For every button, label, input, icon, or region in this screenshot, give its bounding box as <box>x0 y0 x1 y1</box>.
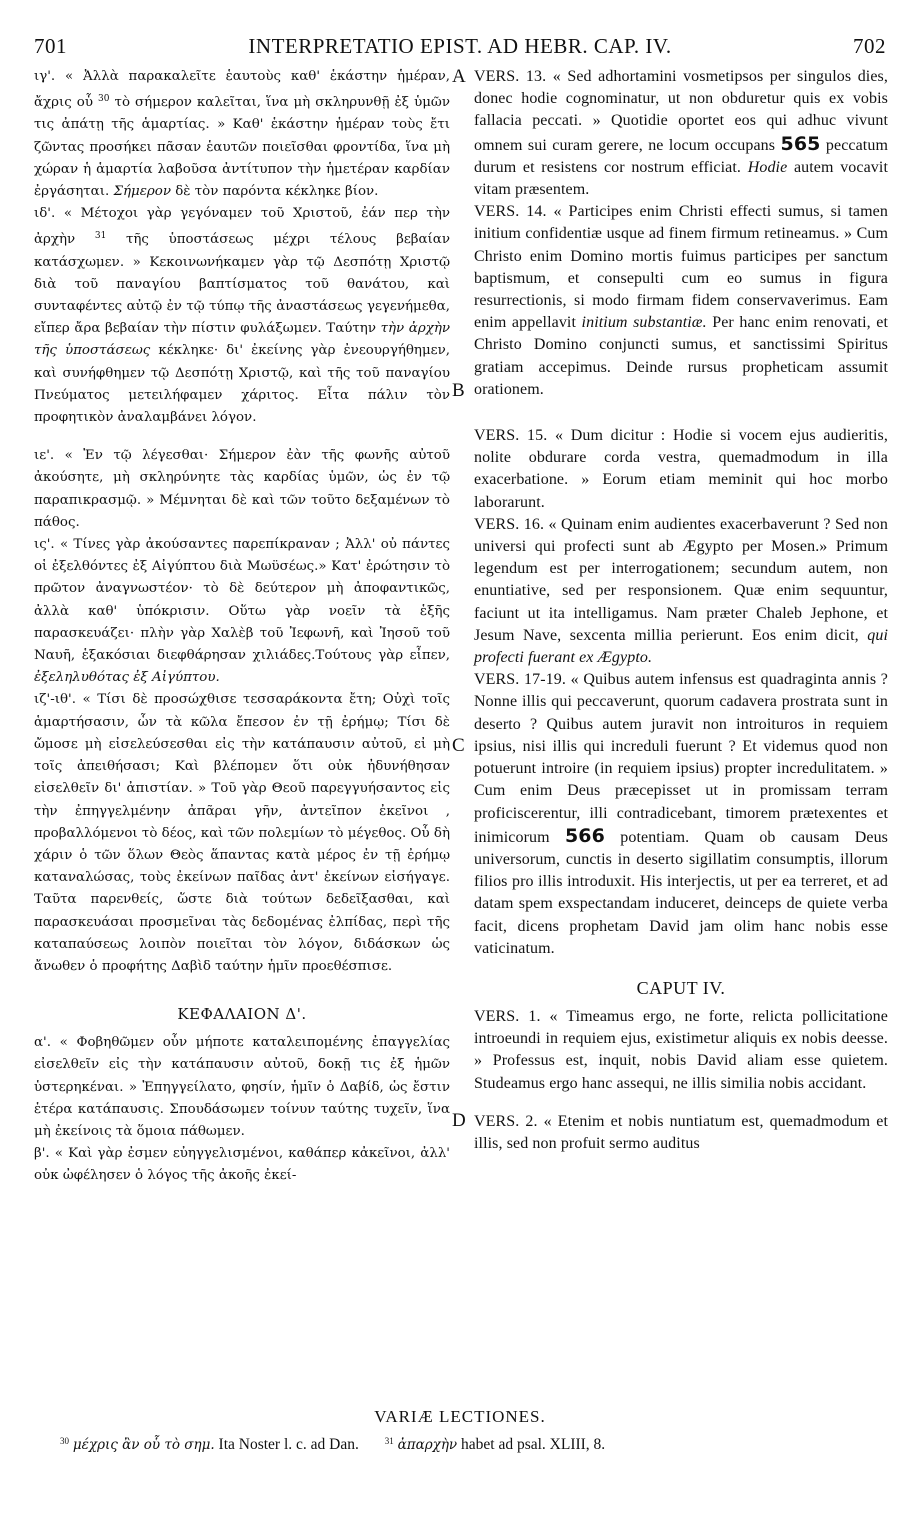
greek-italic: τὴν ἀρχὴν τῆς ὑποστάσεως <box>34 321 450 359</box>
footnote-greek: μέχρις ἂν οὗ τὸ σημ. <box>72 1437 215 1453</box>
latin-text: Per hanc enim renovati, et Christo Domino conjuncti sumus, et sanctissimi Spiritus gratiam accepimus. Deinde rursus propheticam assumit orationem. <box>474 314 888 398</box>
latin-text: « Quinam enim audientes exacerbaverunt ? Sed non universi qui profecti sunt ab Ægypto per Mosen.» Primum legendum est per interrogationem; secundum autem, non enuntiative, sed per responsionem. Quæ enim sequuntur, faciunt ut ita intelligamus. Nam præter Chaleb Jephone, et Jesum Nave, sexcenta millia perierunt. Eos enim dicit, <box>474 515 888 644</box>
latin-text: peccatum durum et resistens cor nostrum efficiat. <box>474 136 888 176</box>
greek-text: β'. « Καὶ γὰρ ἐσμεν εὐηγγελισμένοι, καθάπερ κἀκεῖνοι, ἀλλ' οὐκ ὠφέλησεν ὁ λόγος τῆς ἀκοῆς ἐκεί- <box>34 1146 450 1184</box>
margin-letter-d: D <box>452 1110 466 1131</box>
footnote-text: habet ad psal. XLIII, 8. <box>461 1436 606 1453</box>
greek-ch4-verse-2 <box>34 1143 450 1187</box>
greek-text: α'. « Φοβηθῶμεν οὖν μήποτε καταλειπομένης ἐπαγγελίας εἰσελθεῖν εἰς τὴν κατάπαυσιν αὐτοῦ, δοκῇ τις ἐξ ἡμῶν ὑστερηκέναι. » Ἐπηγγείλατο, φησίν, ἡμῖν ὁ Δαβίδ, ὡς ἔστιν ἑτέρα κατάπαυσις. Σπουδάσωμεν τοίνυν ταύτης τυχεῖν, ἵνα μὴ ἐκείνοις τὰ ὅμοια πάθωμεν. <box>34 1035 450 1139</box>
verse-label: VERS. 14. <box>474 203 547 221</box>
running-header <box>34 34 886 60</box>
greek-verse-15 <box>34 445 450 534</box>
verse-label: VERS. 2. <box>474 1112 538 1130</box>
greek-verse-13 <box>34 66 450 203</box>
greek-text: ις'. « Τίνες γὰρ ἀκούσαντες παρεπίκραναν ; Ἀλλ' οὐ πάντες οἱ ἐξελθόντες ἐξ Αἰγύπτου διὰ Μωϋσέως.» Κατ' ἐρώτησιν τὸ πρῶτον ἀναγνωστέον· τὸ δὲ δεύτερον μὴ ἀποφαντικῶς, ἀλλὰ καθ' ὑπόκρισιν. Οὕτω γὰρ νοεῖν τὰ ἑξῆς παρασκευάζει· πλὴν γὰρ Χαλὲβ τοῦ Ἰεφωνῆ, καὶ Ἰησοῦ τοῦ Ναυῆ, ἑξακόσιαι διεφθάρησαν χιλιάδες.Τούτους γὰρ εἶπεν, <box>34 537 450 664</box>
latin-ch4-verse-2 <box>474 1111 888 1155</box>
greek-italic: Σήμερον <box>113 184 171 200</box>
verse-label: VERS. 1. <box>474 1007 541 1025</box>
latin-column <box>474 66 888 1155</box>
latin-text: « Dum dicitur : Hodie si vocem ejus audieritis, nolite obdurare corda vestra, quemadmodum in illa exacerbatione. » Eorum etiam meminit qui hoc morbo laborarunt. <box>474 427 888 511</box>
greek-text: τὸ σήμερον καλεῖται, ἵνα μὴ σκληρυνθῇ ἐξ ὑμῶν τις ἀπάτῃ τῆς ἁμαρτίας. » Καθ' ἑκάστην ἡμέραν τοὺς ἔτι ζῶντας προσήκει πᾶσαν ἑαυτῶν ποιεῖσθαι φροντίδα, ἵνα μὴ χώραν ἡ ἁμαρτία λαβοῦσα ἀντίτυπον τὴν ἡμετέραν καρδίαν ἐργάσηται. <box>34 95 450 200</box>
greek-text: ιε'. « Ἐν τῷ λέγεσθαι· Σήμερον ἐὰν τῆς φωνῆς αὐτοῦ ἀκούσητε, μὴ σκληρύνητε τὰς καρδίας ὑμῶν, ὡς ἐν τῷ παραπικρασμῷ. » Μέμνηται δὲ καὶ τῶν τοῦτο δεξαμένων τὸ πάθος. <box>34 448 450 530</box>
footnote-ref: 30 <box>98 94 110 105</box>
footnote-text: Ita Noster l. c. ad Dan. <box>218 1436 359 1453</box>
latin-text: « Sed adhortamini vosmetipsos per singulos dies, donec hodie cognominatur, ut non obduretur quis ex vobis fallacia peccati. » Quotidie oportet eos qui adhuc vivunt omnem sui curam gerere, ne locum occupans <box>474 68 888 154</box>
greek-text: ιδ'. « Μέτοχοι γὰρ γεγόναμεν τοῦ Χριστοῦ, ἐάν περ τὴν ἀρχὴν <box>34 206 450 248</box>
latin-verse-16 <box>474 514 888 669</box>
variae-lectiones-heading: VARIÆ LECTIONES. <box>374 1407 546 1426</box>
greek-verse-17-19 <box>34 689 450 978</box>
latin-text: autem vocavit vitam præsentem. <box>474 158 888 199</box>
latin-italic: initium substantiæ. <box>581 314 707 332</box>
latin-italic: qui profecti fuerant ex Ægypto. <box>474 626 888 667</box>
page-number-right: 702 <box>853 34 886 58</box>
latin-verse-15 <box>474 425 888 514</box>
greek-italic: ἐξεληλυθότας ἐξ Αἰγύπτου. <box>34 670 220 686</box>
latin-verse-14 <box>474 201 888 401</box>
latin-text: « Quibus autem infensus est quadraginta annis ? Nonne illis qui peccaverunt, quorum cadavera prostrata sunt in deserto ? Quibus autem juravit non introituros in requiem ipsius, nisi illis qui increduli fuerunt ? Et videmus quod non potuerunt introire (in requiem ipsius) propter incredulitatem. » Cum enim Deus præcepisset ut in promissam terram proficiscerentur, illi contradicebant, timorem prætexentes et inimicorum <box>474 671 888 846</box>
footnote-30 <box>60 1436 359 1453</box>
footnote-31 <box>385 1436 605 1453</box>
greek-verse-14 <box>34 203 450 429</box>
latin-verse-13 <box>474 66 888 201</box>
latin-text: « Timeamus ergo, ne forte, relicta pollicitatione introeundi in requiem ejus, existimetur aliquis ex nobis deesse. » Professus est, inquit, nobis David aliam esse quietem. Studeamus ergo hanc assequi, ne illis similia nobis accidant. <box>474 1007 888 1092</box>
greek-text: δὲ τὸν παρόντα κέκληκε βίον. <box>175 184 379 200</box>
footnote-greek: ἀπαρχὴν <box>397 1437 458 1453</box>
greek-text: ιζ'-ιθ'. « Τίσι δὲ προσώχθισε τεσσαράκοντα ἔτη; Οὐχὶ τοῖς ἁμαρτήσασιν, ὧν τὰ κῶλα ἔπεσον ἐν τῇ ἐρήμῳ; Τίσι δὲ ὤμοσε μὴ εἰσελεύσεσθαι εἰς τὴν κατάπαυσιν αὐτοῦ, εἰ μὴ τοῖς ἀπειθήσασι; Καὶ βλέπομεν ὅτι οὐκ ἠδυνήθησαν εἰσελθεῖν δι' ἀπιστίαν. » Τοῦ γὰρ Θεοῦ παρεγγυήσαντος εἰς τὴν ἐπηγγελμένην ἀπᾶραι γῆν, ἀντεῖπον ἐκεῖνοι , προβαλλόμενοι τὸ δέος, καὶ τῶν πολεμίων τὸ μέγεθος. Οὗ δὴ χάριν ὁ τῶν ὅλων Θεὸς ἅπαντας κατὰ μέρος ἐν τῇ ἐρήμῳ καταναλώσας, τοὺς ἐκείνων παῖδας ἀντ' ἐκείνων εἰσήγαγε. Ταῦτα παρενθείς, ὥστε διὰ τούτων δεδεῖξασθαι, καὶ παρασκευάσαι προσμεῖναι τὰς δεδομένας ἐλπίδας, περὶ τῆς καταπαύσεως λοιπὸν ποιεῖται τὸν λόγον, διδάσκων ὡς ἄνωθεν ὁ προφήτης Δαβὶδ ταύτην ἡμῖν προεθέσπισε. <box>34 692 450 974</box>
column-number: 566 <box>564 824 605 847</box>
greek-text: τῆς ὑποστάσεως μέχρι τέλους βεβαίαν κατάσχωμεν. » Κεκοινωνήκαμεν γὰρ τῷ Δεσπότῃ Χριστῷ διὰ τοῦ παναγίου βαπτίσματος τοῦ θανάτου, καὶ συνταφέντες αὐτῷ ἐν τῷ τύπῳ τῆς ἀναστάσεως γεγενήμεθα, εἴπερ ἄρα βεβαίαν τὴν πίστιν φυλάξωμεν. Ταύτην <box>34 232 450 337</box>
footnote-ref: 31 <box>94 231 107 242</box>
greek-column <box>34 66 450 1188</box>
greek-verse-16 <box>34 534 450 689</box>
page-number-left: 701 <box>34 34 67 58</box>
variant-readings <box>60 1436 900 1454</box>
latin-italic: Hodie <box>747 158 788 176</box>
verse-label: VERS. 15. <box>474 427 548 445</box>
margin-letter-c: C <box>452 735 465 756</box>
footnote-number: 30 <box>60 1436 69 1446</box>
margin-letter-b: B <box>452 380 465 401</box>
greek-text: κέκληκε· δι' ἐκείνης γὰρ ἐνεουργήθημεν, καὶ συνήφθημεν τῷ Δεσπότῃ Χριστῷ, καὶ τῆς τοῦ παναγίου Πνεύματος μετειλήφαμεν χάριτος. Εἶτα πάλιν τὸν προφητικὸν ἀναλαμβάνει λόγον. <box>34 343 450 426</box>
verse-label: VERS. 16. <box>474 515 545 533</box>
verse-label: VERS. 17-19. <box>474 671 566 689</box>
latin-ch4-verse-1 <box>474 1006 888 1095</box>
margin-letter-a: A <box>452 66 466 87</box>
greek-text: ιγ'. « Ἀλλὰ παρακαλεῖτε ἑαυτοὺς καθ' ἑκάστην ἡμέραν, ἄχρις οὗ <box>34 69 450 111</box>
latin-chapter-heading: CAPUT IV. <box>636 977 726 998</box>
greek-chapter-heading: ΚΕΦΑΛΑΙΟΝ Δ'. <box>177 1005 307 1024</box>
verse-label: VERS. 13. <box>474 68 547 85</box>
column-number: 565 <box>780 132 821 155</box>
running-title: INTERPRETATIO EPIST. AD HEBR. CAP. IV. <box>248 34 672 58</box>
greek-ch4-verse-1 <box>34 1032 450 1143</box>
latin-text: potentiam. Quam ob causam Deus universorum, cunctis in deserto sigillatim consumptis, illorum filios pro illis introduxit. His interjectis, ut per ea terreret, et ad datam spem exspectandam induceret, deinceps de quiete verba facit, dicens prophetam David jam olim hanc nobis esse vaticinatum. <box>474 828 888 957</box>
latin-verse-17-19 <box>474 669 888 960</box>
latin-text: « Participes enim Christi effecti sumus, si tamen initium confidentiæ usque ad finem firmum retineamus. » Cum Christo enim Domino mortis fuimus participes per sanctum baptismum, et consepulti cum eo sumus in figura resurrectionis, si modo firmam fidem conservaverimus. Eam enim appellavit <box>474 203 888 332</box>
latin-text: « Etenim et nobis nuntiatum est, quemadmodum et illis, sed non profuit sermo auditus <box>474 1112 888 1152</box>
footnote-number: 31 <box>384 1436 394 1446</box>
